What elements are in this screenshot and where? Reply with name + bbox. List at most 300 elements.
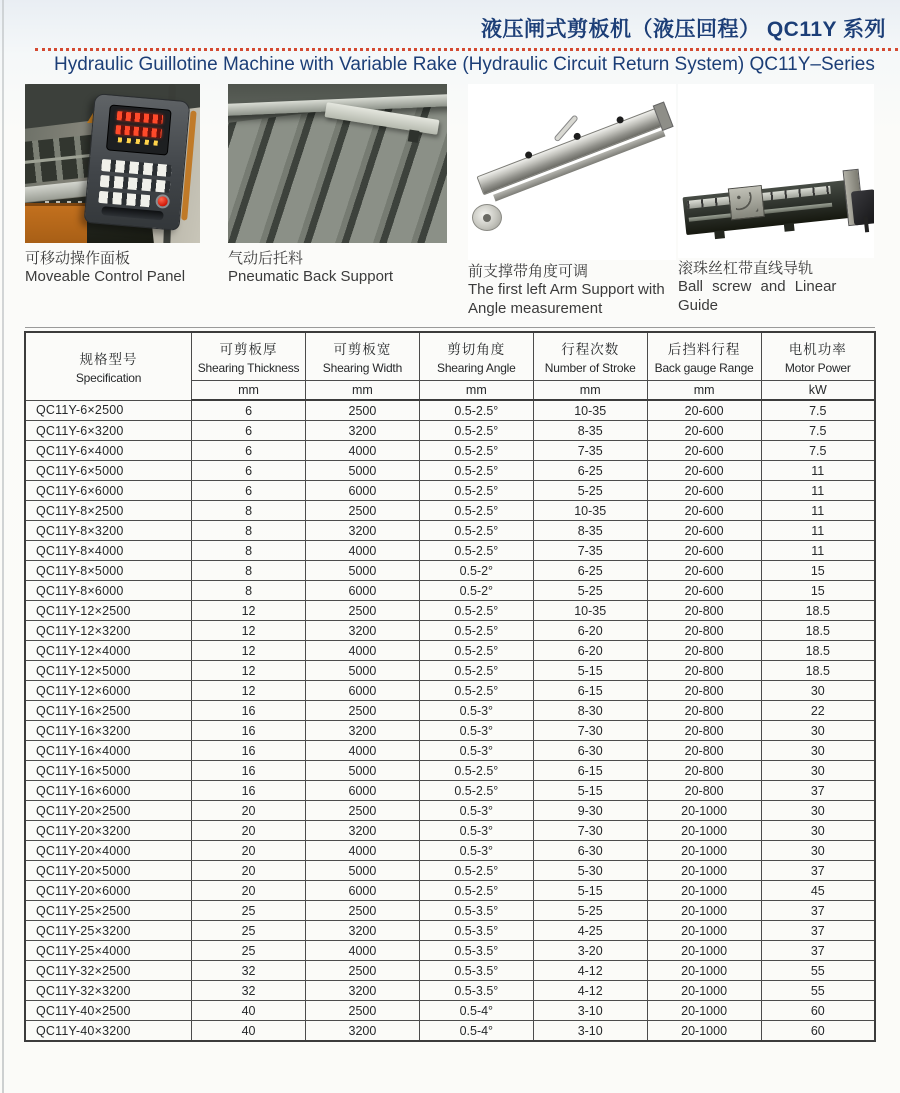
value-cell: 2500: [305, 400, 419, 421]
table-row: [25, 861, 875, 881]
feature-caption: [678, 260, 874, 315]
model-cell: QC11Y-12×4000: [25, 641, 192, 661]
value-cell: 3200: [305, 1021, 419, 1042]
value-cell: 0.5-3.5°: [419, 941, 533, 961]
value-cell: 8-35: [533, 521, 647, 541]
value-cell: 2500: [305, 601, 419, 621]
model-cell: QC11Y-6×3200: [25, 421, 192, 441]
value-cell: 6-25: [533, 561, 647, 581]
value-cell: 7.5: [761, 400, 875, 421]
value-cell: 60: [761, 1001, 875, 1021]
model-cell: QC11Y-25×3200: [25, 921, 192, 941]
value-cell: 5-25: [533, 901, 647, 921]
value-cell: 20-800: [647, 681, 761, 701]
value-cell: 6: [192, 441, 306, 461]
col-header-power: [761, 332, 875, 381]
rail-foot-art: [714, 230, 725, 239]
value-cell: 6000: [305, 481, 419, 501]
unit-cell: mm: [647, 381, 761, 401]
caption-en: The first left Arm Support with Angle measurement: [468, 281, 665, 317]
value-cell: 0.5-2.5°: [419, 461, 533, 481]
col-header-en: Shearing Thickness: [197, 361, 300, 375]
led-display-art: [117, 111, 164, 124]
value-cell: 4000: [305, 541, 419, 561]
value-cell: 8: [192, 501, 306, 521]
value-cell: 11: [761, 461, 875, 481]
value-cell: 18.5: [761, 641, 875, 661]
value-cell: 0.5-2.5°: [419, 761, 533, 781]
col-header-zh: 规格型号: [79, 351, 138, 367]
value-cell: 7-35: [533, 541, 647, 561]
value-cell: 6-15: [533, 761, 647, 781]
value-cell: 0.5-3.5°: [419, 961, 533, 981]
value-cell: 20-1000: [647, 961, 761, 981]
value-cell: 10-35: [533, 601, 647, 621]
table-row: [25, 781, 875, 801]
value-cell: 20-600: [647, 541, 761, 561]
col-header-en: Shearing Angle: [437, 361, 516, 375]
table-row: [25, 981, 875, 1001]
value-cell: 2500: [305, 701, 419, 721]
value-cell: 20-800: [647, 741, 761, 761]
value-cell: 7-30: [533, 721, 647, 741]
col-header-zh: 电机功率: [788, 342, 847, 357]
feature-card-back-support: [228, 84, 447, 287]
model-cell: QC11Y-12×6000: [25, 681, 192, 701]
value-cell: 6000: [305, 781, 419, 801]
value-cell: 2500: [305, 1001, 419, 1021]
display-bezel-art: [106, 104, 172, 155]
value-cell: 22: [761, 701, 875, 721]
value-cell: 6-30: [533, 741, 647, 761]
value-cell: 5000: [305, 761, 419, 781]
model-cell: QC11Y-16×3200: [25, 721, 192, 741]
value-cell: 6000: [305, 881, 419, 901]
model-cell: QC11Y-16×6000: [25, 781, 192, 801]
unit-cell: mm: [419, 381, 533, 401]
value-cell: 20-800: [647, 641, 761, 661]
value-cell: 40: [192, 1001, 306, 1021]
value-cell: 6-20: [533, 641, 647, 661]
table-row: [25, 741, 875, 761]
value-cell: 6-20: [533, 621, 647, 641]
value-cell: 0.5-3°: [419, 701, 533, 721]
value-cell: 20-600: [647, 521, 761, 541]
table-row: [25, 721, 875, 741]
value-cell: 0.5-2.5°: [419, 781, 533, 801]
model-cell: QC11Y-40×3200: [25, 1021, 192, 1042]
model-cell: QC11Y-6×5000: [25, 461, 192, 481]
value-cell: 30: [761, 821, 875, 841]
value-cell: 7.5: [761, 421, 875, 441]
value-cell: 0.5-2.5°: [419, 601, 533, 621]
value-cell: 7.5: [761, 441, 875, 461]
value-cell: 60: [761, 1021, 875, 1042]
value-cell: 2500: [305, 501, 419, 521]
col-header-zh: 后挡料行程: [667, 342, 741, 357]
value-cell: 0.5-2.5°: [419, 881, 533, 901]
value-cell: 8: [192, 541, 306, 561]
table-row: [25, 621, 875, 641]
value-cell: 10-35: [533, 501, 647, 521]
spec-table: [24, 331, 876, 1042]
value-cell: 0.5-2°: [419, 581, 533, 601]
value-cell: 8-30: [533, 701, 647, 721]
value-cell: 45: [761, 881, 875, 901]
col-header-specification: [25, 332, 192, 400]
caption-zh: 气动后托料: [228, 250, 304, 267]
unit-cell: mm: [192, 381, 306, 401]
value-cell: 0.5-4°: [419, 1001, 533, 1021]
value-cell: 8: [192, 521, 306, 541]
value-cell: 30: [761, 841, 875, 861]
model-cell: QC11Y-8×6000: [25, 581, 192, 601]
table-row: [25, 601, 875, 621]
model-cell: QC11Y-12×2500: [25, 601, 192, 621]
col-header-en: Specification: [75, 370, 142, 385]
value-cell: 0.5-3°: [419, 741, 533, 761]
value-cell: 3-10: [533, 1001, 647, 1021]
model-cell: QC11Y-6×4000: [25, 441, 192, 461]
value-cell: 6: [192, 461, 306, 481]
value-cell: 12: [192, 601, 306, 621]
page-header: [0, 0, 900, 76]
value-cell: 20-600: [647, 461, 761, 481]
table-row: [25, 521, 875, 541]
value-cell: 3200: [305, 721, 419, 741]
value-cell: 32: [192, 961, 306, 981]
value-cell: 0.5-2.5°: [419, 661, 533, 681]
value-cell: 20-600: [647, 581, 761, 601]
page-title-en: Hydraulic Guillotine Machine with Variable Rake (Hydraulic Circuit Return System) QC11Y–Series: [54, 54, 875, 75]
orange-cabinet-art: [25, 203, 87, 243]
value-cell: 6-25: [533, 461, 647, 481]
value-cell: 20-1000: [647, 921, 761, 941]
page-title-zh: 液压闸式剪板机（液压回程） QC11Y 系列: [481, 18, 886, 41]
arm-knob-art: [616, 115, 625, 124]
value-cell: 8: [192, 581, 306, 601]
col-header-angle: [419, 332, 533, 381]
header-row: [25, 332, 875, 381]
model-cell: QC11Y-12×3200: [25, 621, 192, 641]
model-cell: QC11Y-8×2500: [25, 501, 192, 521]
value-cell: 20-1000: [647, 841, 761, 861]
control-panel-art: [84, 93, 191, 231]
table-row: [25, 1021, 875, 1042]
caption-zh: 前支撑带角度可调: [468, 263, 589, 280]
model-cell: QC11Y-20×3200: [25, 821, 192, 841]
value-cell: 18.5: [761, 601, 875, 621]
value-cell: 0.5-3.5°: [419, 901, 533, 921]
value-cell: 3-10: [533, 1021, 647, 1042]
led-display-art: [115, 125, 162, 138]
model-cell: QC11Y-25×2500: [25, 901, 192, 921]
value-cell: 0.5-3°: [419, 801, 533, 821]
value-cell: 37: [761, 861, 875, 881]
table-row: [25, 961, 875, 981]
feature-caption: [228, 250, 447, 287]
value-cell: 25: [192, 901, 306, 921]
value-cell: 55: [761, 981, 875, 1001]
value-cell: 0.5-3°: [419, 721, 533, 741]
table-row: [25, 661, 875, 681]
value-cell: 20-1000: [647, 801, 761, 821]
value-cell: 20-600: [647, 481, 761, 501]
value-cell: 0.5-4°: [419, 1021, 533, 1042]
table-row: [25, 501, 875, 521]
value-cell: 4-12: [533, 961, 647, 981]
value-cell: 3200: [305, 921, 419, 941]
linear-rail-art: [682, 179, 861, 235]
value-cell: 0.5-2.5°: [419, 681, 533, 701]
value-cell: 20: [192, 801, 306, 821]
value-cell: 20-600: [647, 441, 761, 461]
value-cell: 37: [761, 941, 875, 961]
value-cell: 4000: [305, 841, 419, 861]
feature-card-arm-support: [468, 84, 676, 318]
value-cell: 11: [761, 541, 875, 561]
value-cell: 0.5-2.5°: [419, 501, 533, 521]
value-cell: 15: [761, 581, 875, 601]
value-cell: 11: [761, 501, 875, 521]
rail-foot-art: [784, 223, 795, 232]
arm-knob-art: [573, 132, 582, 141]
value-cell: 20-800: [647, 761, 761, 781]
value-cell: 4-12: [533, 981, 647, 1001]
arm-lower-bar-art: [493, 130, 665, 202]
table-row: [25, 581, 875, 601]
model-cell: QC11Y-16×2500: [25, 701, 192, 721]
value-cell: 0.5-2.5°: [419, 521, 533, 541]
value-cell: 11: [761, 521, 875, 541]
value-cell: 3200: [305, 421, 419, 441]
feature-caption: [25, 250, 200, 287]
value-cell: 12: [192, 661, 306, 681]
value-cell: 20-1000: [647, 861, 761, 881]
value-cell: 20-1000: [647, 1001, 761, 1021]
col-header-zh: 可剪板宽: [333, 342, 392, 357]
value-cell: 30: [761, 761, 875, 781]
value-cell: 0.5-3°: [419, 841, 533, 861]
value-cell: 20: [192, 881, 306, 901]
value-cell: 20-1000: [647, 941, 761, 961]
table-row: [25, 461, 875, 481]
value-cell: 6-15: [533, 681, 647, 701]
value-cell: 30: [761, 681, 875, 701]
caption-zh: 可移动操作面板: [25, 250, 131, 267]
value-cell: 5000: [305, 861, 419, 881]
motor-mount-art: [851, 189, 874, 225]
model-cell: QC11Y-16×4000: [25, 741, 192, 761]
col-header-strokes: [533, 332, 647, 381]
value-cell: 30: [761, 721, 875, 741]
arm-endcap-art: [653, 101, 674, 131]
model-cell: QC11Y-20×2500: [25, 801, 192, 821]
table-row: [25, 901, 875, 921]
model-cell: QC11Y-20×6000: [25, 881, 192, 901]
value-cell: 20-1000: [647, 881, 761, 901]
caption-en: Ball screw and Linear Guide: [678, 278, 837, 314]
value-cell: 32: [192, 981, 306, 1001]
value-cell: 37: [761, 901, 875, 921]
value-cell: 7-35: [533, 441, 647, 461]
value-cell: 0.5-2.5°: [419, 441, 533, 461]
table-row: [25, 881, 875, 901]
value-cell: 20-800: [647, 601, 761, 621]
value-cell: 5-25: [533, 581, 647, 601]
value-cell: 20-600: [647, 561, 761, 581]
col-header-en: Back gauge Range: [654, 361, 754, 375]
col-header-width: [305, 332, 419, 381]
model-cell: QC11Y-32×3200: [25, 981, 192, 1001]
value-cell: 20: [192, 861, 306, 881]
value-cell: 11: [761, 481, 875, 501]
col-header-thickness: [192, 332, 306, 381]
table-row: [25, 421, 875, 441]
value-cell: 4000: [305, 741, 419, 761]
table-row: [25, 481, 875, 501]
emergency-stop-button-art: [155, 194, 170, 209]
value-cell: 5-25: [533, 481, 647, 501]
value-cell: 6: [192, 421, 306, 441]
value-cell: 0.5-2.5°: [419, 861, 533, 881]
value-cell: 0.5-3.5°: [419, 921, 533, 941]
value-cell: 25: [192, 941, 306, 961]
value-cell: 30: [761, 741, 875, 761]
model-cell: QC11Y-12×5000: [25, 661, 192, 681]
col-header-backgauge: [647, 332, 761, 381]
value-cell: 8-35: [533, 421, 647, 441]
value-cell: 5-30: [533, 861, 647, 881]
col-header-en: Number of Stroke: [544, 361, 636, 375]
model-cell: QC11Y-40×2500: [25, 1001, 192, 1021]
value-cell: 2500: [305, 961, 419, 981]
value-cell: 10-35: [533, 400, 647, 421]
value-cell: 20: [192, 821, 306, 841]
caption-en: Pneumatic Back Support: [228, 268, 394, 286]
value-cell: 20-1000: [647, 1021, 761, 1042]
feature-caption: [468, 263, 676, 318]
value-cell: 6-30: [533, 841, 647, 861]
value-cell: 30: [761, 801, 875, 821]
value-cell: 3200: [305, 621, 419, 641]
value-cell: 0.5-2.5°: [419, 621, 533, 641]
value-cell: 18.5: [761, 661, 875, 681]
value-cell: 4000: [305, 441, 419, 461]
model-cell: QC11Y-16×5000: [25, 761, 192, 781]
value-cell: 12: [192, 641, 306, 661]
value-cell: 0.5-2.5°: [419, 481, 533, 501]
model-cell: QC11Y-8×5000: [25, 561, 192, 581]
value-cell: 0.5-2.5°: [419, 541, 533, 561]
value-cell: 4000: [305, 941, 419, 961]
spec-table-body: [25, 400, 875, 1041]
arm-knob-art: [524, 150, 533, 159]
panel-handle-art: [101, 206, 164, 220]
feature-card-control-panel: [25, 84, 200, 287]
table-row: [25, 441, 875, 461]
key-row-art: [98, 191, 151, 207]
model-cell: QC11Y-32×2500: [25, 961, 192, 981]
value-cell: 20-1000: [647, 821, 761, 841]
table-row: [25, 701, 875, 721]
value-cell: 5000: [305, 461, 419, 481]
value-cell: 5000: [305, 561, 419, 581]
value-cell: 0.5-3.5°: [419, 981, 533, 1001]
value-cell: 20-1000: [647, 981, 761, 1001]
value-cell: 16: [192, 761, 306, 781]
value-cell: 20-800: [647, 621, 761, 641]
value-cell: 4000: [305, 641, 419, 661]
table-row: [25, 941, 875, 961]
col-header-zh: 可剪板厚: [219, 342, 278, 357]
value-cell: 20-800: [647, 781, 761, 801]
model-cell: QC11Y-8×4000: [25, 541, 192, 561]
table-row: [25, 561, 875, 581]
value-cell: 4-25: [533, 921, 647, 941]
value-cell: 12: [192, 681, 306, 701]
value-cell: 20-600: [647, 501, 761, 521]
value-cell: 20-600: [647, 400, 761, 421]
value-cell: 3-20: [533, 941, 647, 961]
table-row: [25, 681, 875, 701]
col-header-en: Shearing Width: [322, 361, 403, 375]
spec-table-head: [25, 332, 875, 400]
value-cell: 5-15: [533, 781, 647, 801]
value-cell: 16: [192, 741, 306, 761]
value-cell: 6: [192, 481, 306, 501]
support-arm-art: [476, 106, 668, 196]
value-cell: 6: [192, 400, 306, 421]
table-row: [25, 841, 875, 861]
value-cell: 25: [192, 921, 306, 941]
value-cell: 37: [761, 781, 875, 801]
caption-zh: 滚珠丝杠带直线导轨: [678, 260, 814, 277]
value-cell: 8: [192, 561, 306, 581]
unit-cell: kW: [761, 381, 875, 401]
table-row: [25, 821, 875, 841]
model-cell: QC11Y-6×6000: [25, 481, 192, 501]
value-cell: 16: [192, 721, 306, 741]
value-cell: 5000: [305, 661, 419, 681]
value-cell: 12: [192, 621, 306, 641]
feature-card-ball-screw: [678, 84, 874, 315]
value-cell: 16: [192, 781, 306, 801]
table-row: [25, 400, 875, 421]
model-cell: QC11Y-25×4000: [25, 941, 192, 961]
model-cell: QC11Y-8×3200: [25, 521, 192, 541]
value-cell: 20-1000: [647, 901, 761, 921]
value-cell: 6000: [305, 681, 419, 701]
value-cell: 0.5-2°: [419, 561, 533, 581]
caption-en: Moveable Control Panel: [25, 268, 186, 286]
value-cell: 20-800: [647, 701, 761, 721]
arm-support-photo: [468, 84, 676, 260]
value-cell: 5-15: [533, 661, 647, 681]
value-cell: 18.5: [761, 621, 875, 641]
key-row-art: [100, 175, 171, 193]
table-row: [25, 1001, 875, 1021]
value-cell: 3200: [305, 521, 419, 541]
col-header-zh: 剪切角度: [447, 342, 506, 357]
ball-screw-photo: [678, 84, 874, 258]
value-cell: 20-800: [647, 661, 761, 681]
key-row-art: [101, 159, 172, 177]
value-cell: 0.5-3°: [419, 821, 533, 841]
model-cell: QC11Y-20×5000: [25, 861, 192, 881]
value-cell: 3200: [305, 821, 419, 841]
value-cell: 0.5-2.5°: [419, 641, 533, 661]
